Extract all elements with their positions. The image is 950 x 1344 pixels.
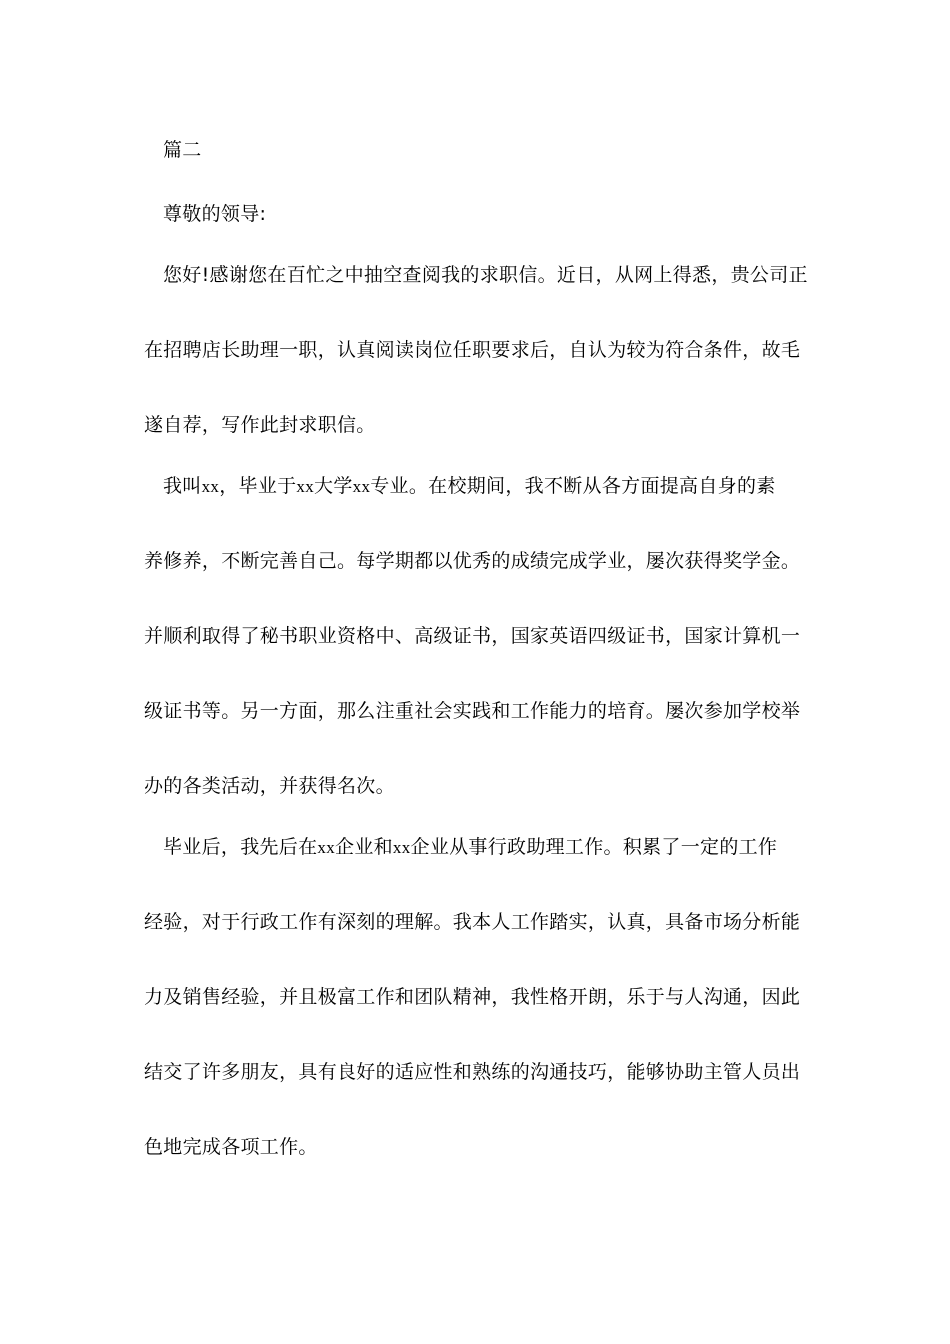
- paragraph-1-line-3: 遂自荐，写作此封求职信。: [144, 414, 376, 436]
- placeholder-major: xx: [352, 477, 371, 496]
- text-segment: 毕业后，我先后在: [163, 836, 318, 858]
- paragraph-3-line-5: 色地完成各项工作。: [144, 1136, 318, 1158]
- section-heading: 篇二: [163, 139, 202, 161]
- placeholder-university: xx: [296, 477, 315, 496]
- paragraph-1-line-1: 您好!感谢您在百忙之中抽空查阅我的求职信。近日，从网上得悉，贵公司正: [163, 264, 808, 286]
- paragraph-2-line-1: [163, 474, 833, 499]
- placeholder-name: xx: [201, 477, 220, 496]
- paragraph-2-line-3: 并顺利取得了秘书职业资格中、高级证书，国家英语四级证书，国家计算机一: [144, 625, 801, 647]
- text-segment: 我叫: [163, 475, 202, 497]
- salutation: 尊敬的领导:: [163, 203, 267, 225]
- placeholder-company: xx: [317, 838, 336, 857]
- placeholder-company: xx: [392, 838, 411, 857]
- text-segment: ，毕业于: [219, 475, 297, 497]
- text-segment: 大学: [314, 475, 353, 497]
- text-segment: 企业从事行政助理工作。积累了一定的工作: [410, 836, 778, 858]
- paragraph-2-line-2: 养修养，不断完善自己。每学期都以优秀的成绩完成学业，屡次获得奖学金。: [144, 550, 801, 572]
- paragraph-3-line-2: 经验，对于行政工作有深刻的理解。我本人工作踏实，认真，具备市场分析能: [144, 911, 801, 933]
- paragraph-2-line-4: 级证书等。另一方面，那么注重社会实践和工作能力的培育。屡次参加学校举: [144, 700, 801, 722]
- paragraph-1-line-2: 在招聘店长助理一职，认真阅读岗位任职要求后，自认为较为符合条件，故毛: [144, 339, 801, 361]
- paragraph-3-line-4: 结交了许多朋友，具有良好的适应性和熟练的沟通技巧，能够协助主管人员出: [144, 1061, 801, 1083]
- paragraph-3-line-3: 力及销售经验，并且极富工作和团队精神，我性格开朗，乐于与人沟通，因此: [144, 986, 801, 1008]
- paragraph-3-line-1: [163, 835, 833, 860]
- text-segment: 专业。在校期间，我不断从各方面提高自身的素: [370, 475, 776, 497]
- paragraph-2-line-5: 办的各类活动，并获得名次。: [144, 775, 395, 797]
- text-segment: 企业和: [335, 836, 393, 858]
